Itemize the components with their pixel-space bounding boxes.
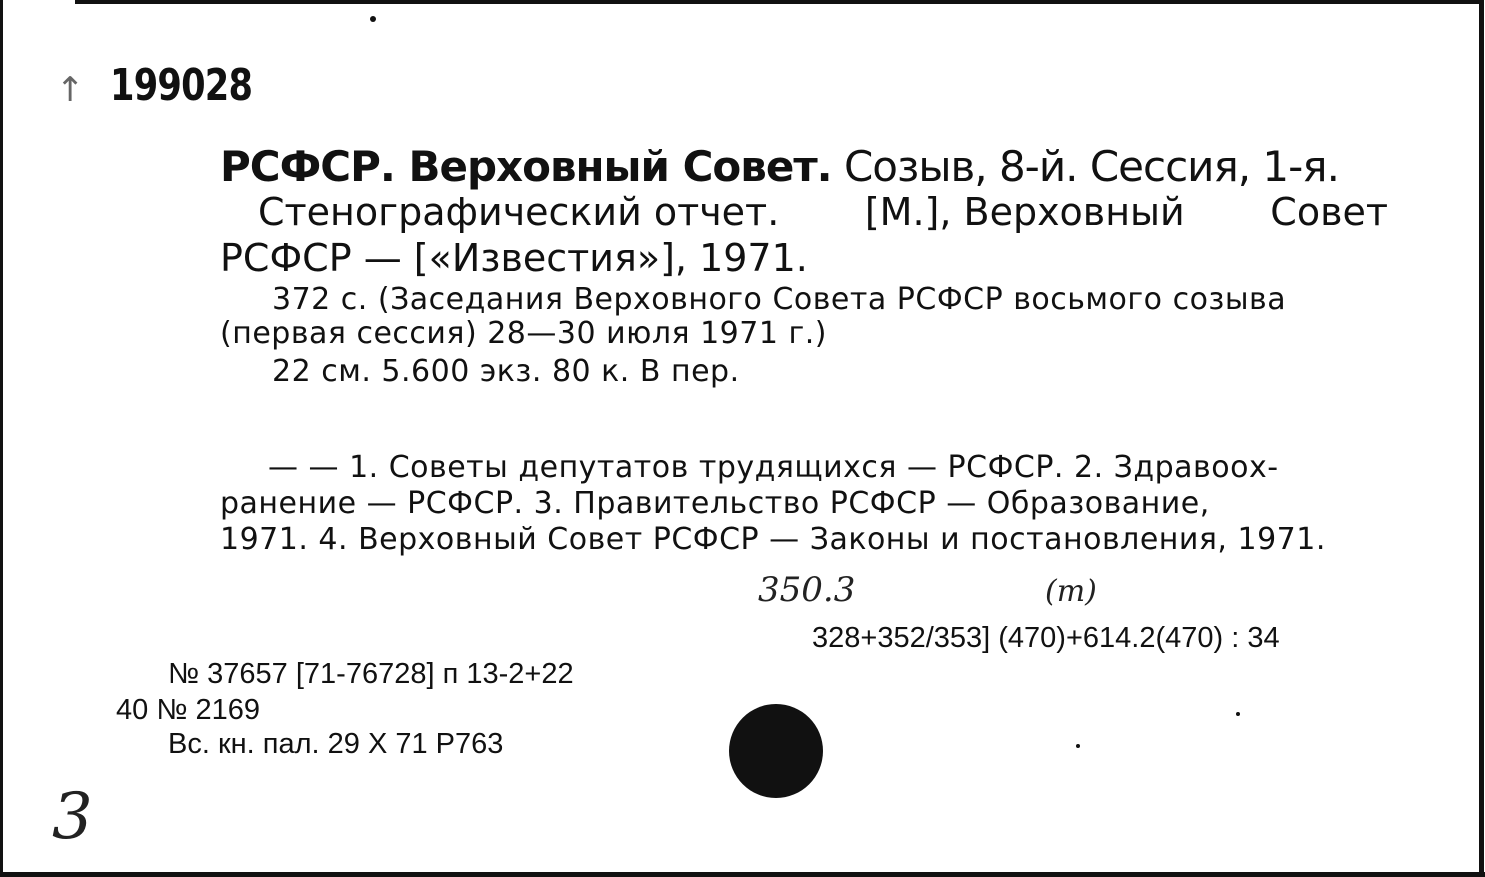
title-part-b: [М.], Верховный <box>864 190 1185 234</box>
punch-hole <box>729 704 823 798</box>
title-part-a: Стенографический отчет. <box>258 190 780 234</box>
note-line-3: 22 см. 5.600 экз. 80 к. В пер. <box>272 354 740 389</box>
note-line-1: 372 с. (Заседания Верховного Совета РСФСР восьмого созыва <box>272 282 1287 317</box>
card-edge-bottom <box>0 872 1485 877</box>
catalog-number: 199028 <box>110 60 253 111</box>
heading-rest: Созыв, 8-й. Сессия, 1-я. <box>831 142 1339 191</box>
note-line-2: (первая сессия) 28—30 июля 1971 г.) <box>220 316 827 351</box>
card-edge-left <box>0 0 3 877</box>
handwritten-class: 350.3 <box>758 570 856 610</box>
speck <box>1236 712 1240 716</box>
title-part-c: Совет <box>1270 190 1388 234</box>
subjects-line-1: — — 1. Советы депутатов трудящихся — РСФСР. 2. Здравоох- <box>268 450 1279 485</box>
heading-bold: РСФСР. Верховный Совет. <box>220 142 832 191</box>
handwritten-mark: (т) <box>1045 574 1097 609</box>
stamp-mark: ↑ <box>56 70 85 110</box>
subjects-line-2: ранение — РСФСР. 3. Правительство РСФСР — Образование, <box>220 486 1210 521</box>
subjects-line-3: 1971. 4. Верховный Совет РСФСР — Законы и постановления, 1971. <box>220 522 1326 557</box>
card-edge-top <box>75 0 1480 4</box>
record-line-3: Вс. кн. пал. 29 X 71 Р763 <box>168 728 504 760</box>
speck <box>1076 744 1080 748</box>
classification-index: 328+352/353] (470)+614.2(470) : 34 <box>812 622 1280 654</box>
title-line-2: РСФСР — [«Известия»], 1971. <box>220 236 808 280</box>
main-heading <box>220 142 1339 191</box>
card-edge-right <box>1479 0 1484 877</box>
title-line-1 <box>258 190 1388 234</box>
record-line-1: № 37657 [71-76728] п 13-2+22 <box>168 658 574 690</box>
record-line-2: 40 № 2169 <box>116 694 260 726</box>
speck <box>370 16 376 22</box>
handwritten-corner: 3 <box>52 780 93 854</box>
